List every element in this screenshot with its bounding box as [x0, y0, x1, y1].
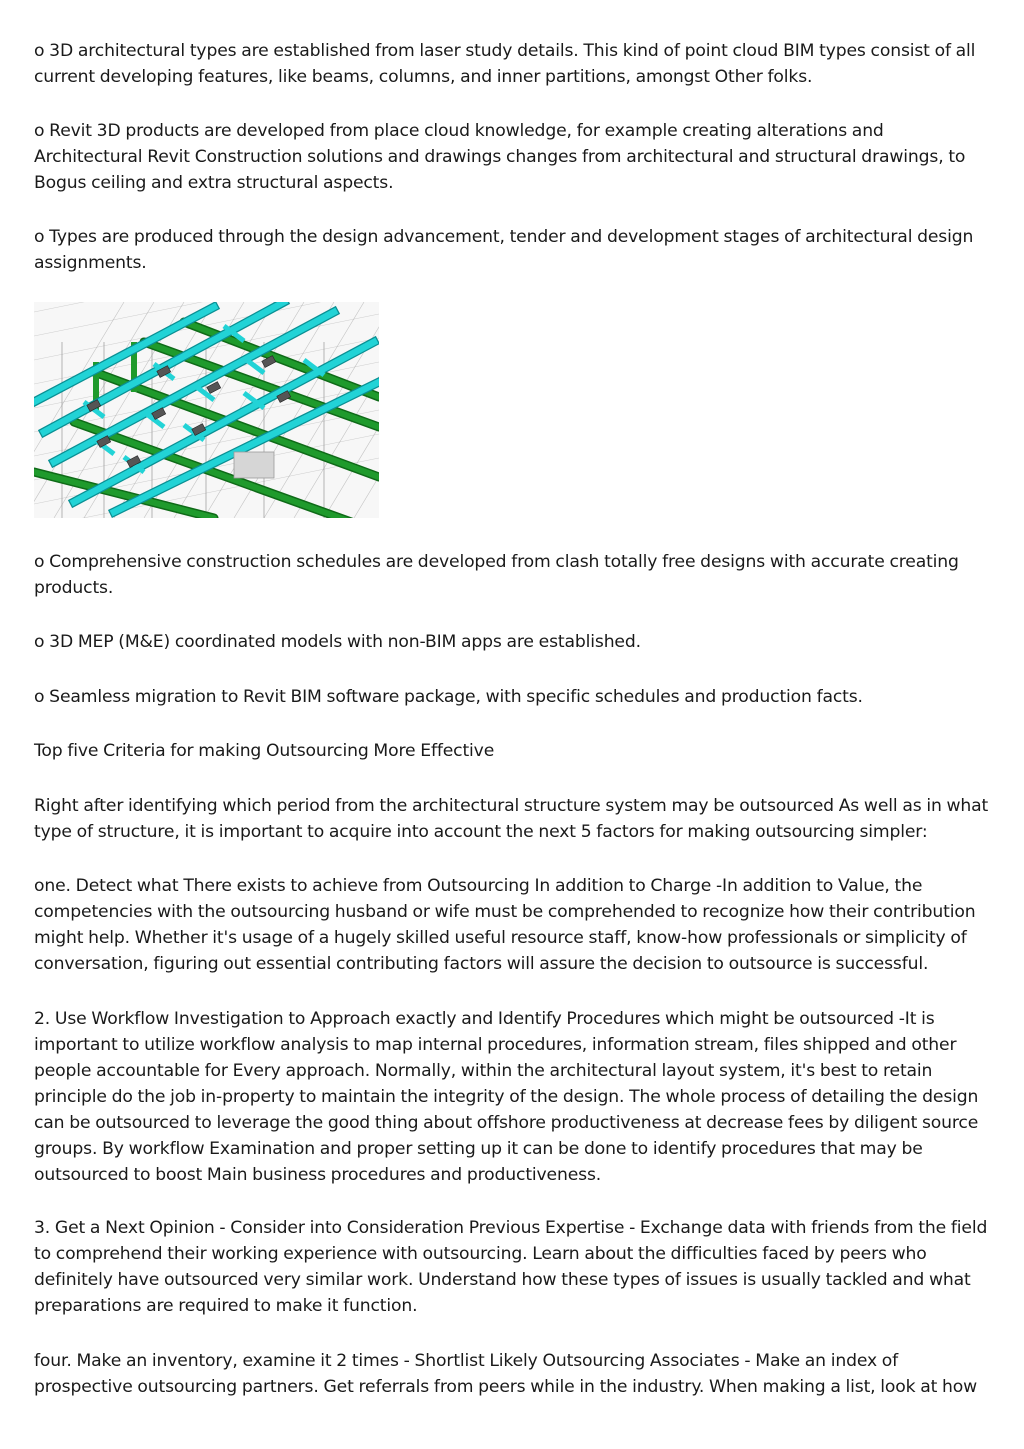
paragraph-design-stages: o Types are produced through the design advancement, tender and development stages of architectural design assignments. [34, 227, 974, 273]
paragraph-mep-models: o 3D MEP (M&E) coordinated models with non-BIM apps are established. [34, 632, 641, 652]
paragraph-factor-two: 2. Use Workflow Investigation to Approach exactly and Identify Procedures which might be outsourced -It is important to utilize workflow analysis to map internal procedures, information stream, files shipped and other people accountable for Every approach. Normally, within the architectural layout system, it's best to retain principle do the job in-property to maintain the integrity of the design. The whole process of detailing the design can be outsourced to leverage the good thing about offshore productiveness at decrease fees by diligent source groups. By workflow Examination and proper setting up it can be done to identify procedures that may be outsourced to boost Main business procedures and productiveness. [34, 1009, 979, 1185]
section-heading: Top five Criteria for making Outsourcing More Effective [34, 741, 495, 761]
paragraph-intro-factors: Right after identifying which period from the architectural structure system may be outsourced As well as in what type of structure, it is important to acquire into account the next 5 factors for making outsourcing simpler: [34, 796, 989, 842]
paragraph-laser-study: o 3D architectural types are established from laser study details. This kind of point cloud BIM types consist of all current developing features, like beams, columns, and inner partitions, amongst Other folks. [34, 41, 976, 87]
paragraph-factor-four: four. Make an inventory, examine it 2 times - Shortlist Likely Outsourcing Associates - Make an index of prospective outsourcing partners. Get referrals from peers while in the industry. When making a list, look at how [34, 1351, 978, 1397]
structure-block [234, 452, 274, 478]
paragraph-factor-three: 3. Get a Next Opinion - Consider into Consideration Previous Expertise - Exchange data with friends from the field to comprehend their working experience with outsourcing. Learn about the difficulties faced by peers who definitely have outsourced very similar work. Understand how these types of issues is usually tackled and what preparations are required to make it function. [34, 1218, 988, 1316]
paragraph-construction-schedules: o Comprehensive construction schedules are developed from clash totally free designs with accurate creating products. [34, 552, 959, 598]
paragraph-revit-products: o Revit 3D products are developed from place cloud knowledge, for example creating alterations and Architectural Revit Construction solutions and drawings changes from architectural and structural drawings, to Bogus ceiling and extra structural aspects. [34, 121, 966, 193]
paragraph-factor-one: one. Detect what There exists to achieve from Outsourcing In addition to Charge -In addition to Value, the competencies with the outsourcing husband or wife must be comprehended to recognize how their contribution might help. Whether it's usage of a hugely skilled useful resource staff, know-how professionals or simplicity of conversation, figuring out essential contributing factors will assure the decision to outsource is successful. [34, 876, 976, 974]
mep-model-image [34, 302, 379, 518]
paragraph-revit-migration: o Seamless migration to Revit BIM software package, with specific schedules and production facts. [34, 687, 863, 707]
mep-bim-model-illustration [34, 302, 379, 518]
